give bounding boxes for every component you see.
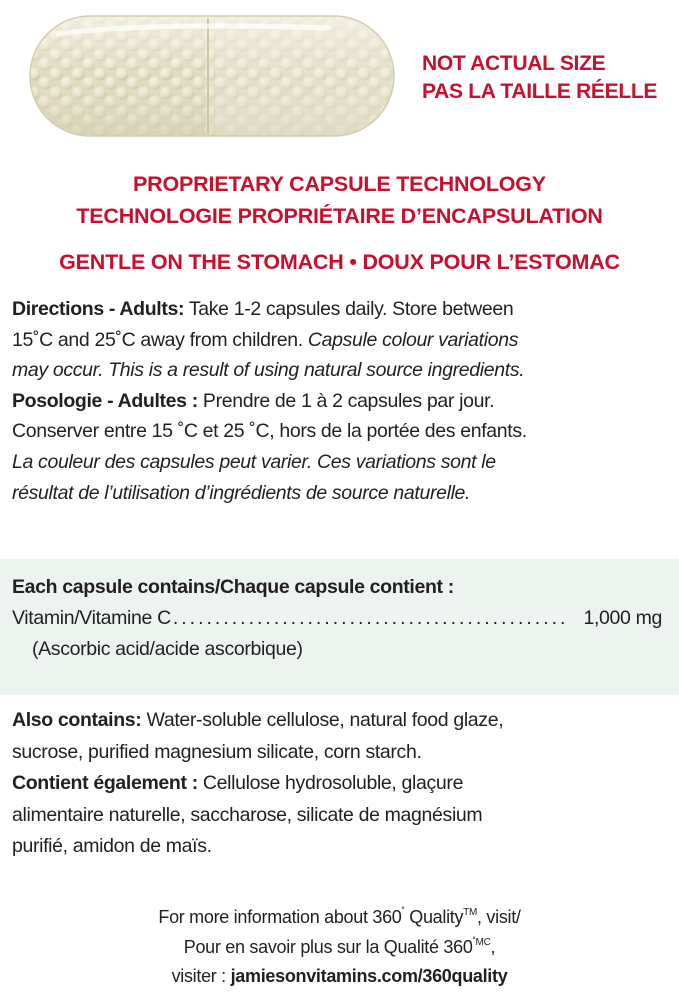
directions-section xyxy=(12,294,674,508)
directions-line-5: Conserver entre 15 ˚C et 25 ˚C, hors de la portée des enfants. xyxy=(12,420,527,443)
also-line-3 xyxy=(12,768,674,800)
footer-degree-1: ˚ xyxy=(401,907,405,918)
footer-info xyxy=(0,903,679,992)
footer-line-3 xyxy=(0,962,679,992)
footer-line-2 xyxy=(0,933,679,963)
directions-italic-3: may occur. This is a result of using natural source ingredients. xyxy=(12,359,525,382)
technology-heading-en: PROPRIETARY CAPSULE TECHNOLOGY xyxy=(133,172,546,196)
directions-italic-6: La couleur des capsules peut varier. Ces variations sont le xyxy=(12,450,496,473)
directions-text-1: Take 1-2 capsules daily. Store between xyxy=(184,298,514,320)
size-disclaimer-en: NOT ACTUAL SIZE xyxy=(422,52,606,75)
also-text-1: Water-soluble cellulose, natural food glaze, xyxy=(141,709,504,731)
also-label-en: Also contains: xyxy=(12,709,142,731)
ingredient-source: (Ascorbic acid/acide ascorbique) xyxy=(32,638,303,660)
directions-line-6 xyxy=(12,447,674,478)
footer-text-1a: For more information about 360 xyxy=(158,907,402,927)
footer-text-2b: , xyxy=(490,936,496,957)
directions-line-7 xyxy=(12,478,674,509)
marque-de-commerce-mark: ˚MC xyxy=(472,936,491,948)
footer-text-2a: Pour en savoir plus sur la Qualité 360 xyxy=(183,936,473,957)
technology-heading-fr: TECHNOLOGIE PROPRIÉTAIRE D’ENCAPSULATION xyxy=(76,204,603,228)
footer-line-1 xyxy=(0,903,679,933)
footer-text-1b: Quality xyxy=(404,907,464,927)
ingredient-name: Vitamin/Vitamine C xyxy=(12,607,171,629)
capsule-illustration xyxy=(28,12,398,140)
ingredients-heading xyxy=(12,572,662,603)
ingredients-heading-text: Each capsule contains/Chaque capsule contient : xyxy=(12,576,454,598)
directions-label-fr: Posologie - Adultes : xyxy=(12,389,198,412)
also-line-1 xyxy=(12,705,674,737)
ingredients-content xyxy=(12,572,662,665)
also-line-4: alimentaire naturelle, saccharose, silicate de magnésium xyxy=(12,803,483,826)
ingredients-panel xyxy=(0,559,679,695)
directions-italic-7: résultat de l’utilisation d’ingrédients de source naturelle. xyxy=(12,481,471,504)
directions-line-4 xyxy=(12,386,674,417)
footer-text-1c: , visit/ xyxy=(477,907,521,927)
directions-line-2 xyxy=(12,325,674,356)
ingredient-row xyxy=(12,603,662,634)
ingredient-leader-dots: ............................................... xyxy=(172,607,569,629)
footer-text-3a: visiter : xyxy=(171,966,231,986)
capsule-image xyxy=(28,12,398,140)
directions-line-1 xyxy=(12,294,674,325)
also-label-fr: Contient également : xyxy=(12,772,198,794)
directions-italic-2: Capsule colour variations xyxy=(307,328,519,351)
ingredient-amount: 1,000 mg xyxy=(583,607,662,629)
also-line-5: purifié, amidon de maïs. xyxy=(12,835,212,857)
directions-line-3 xyxy=(12,355,674,386)
technology-heading xyxy=(0,168,679,232)
directions-label-en: Directions - Adults: xyxy=(12,298,185,320)
also-line-2: sucrose, purified magnesium silicate, corn starch. xyxy=(12,740,422,763)
website-link[interactable]: jamiesonvitamins.com/360quality xyxy=(230,966,508,986)
also-contains-section xyxy=(12,705,674,863)
size-disclaimer xyxy=(422,50,657,106)
trademark-mark: TM xyxy=(463,907,478,918)
also-text-3: Cellulose hydrosoluble, glaçure xyxy=(197,772,464,794)
directions-text-4: Prendre de 1 à 2 capsules par jour. xyxy=(197,389,495,412)
size-disclaimer-fr: PAS LA TAILLE RÉELLE xyxy=(422,80,658,103)
gentle-tagline: GENTLE ON THE STOMACH • DOUX POUR L’ESTOMAC xyxy=(59,250,620,274)
directions-text-2: 15˚C and 25˚C away from children. xyxy=(12,328,308,351)
